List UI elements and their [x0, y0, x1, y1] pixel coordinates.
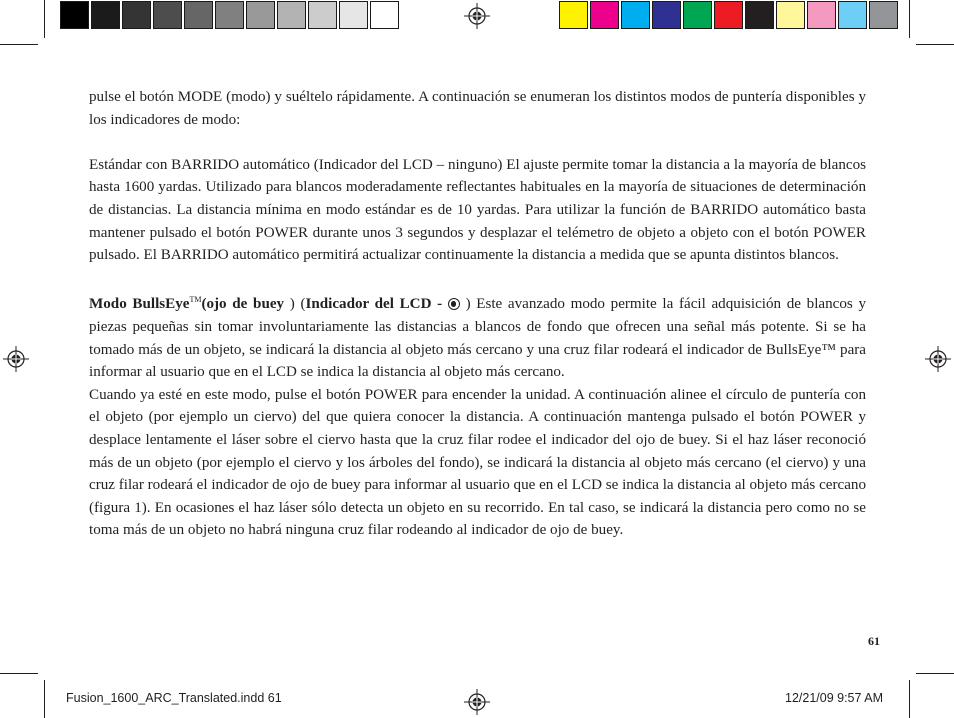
- gray-swatch: [153, 1, 182, 29]
- slug-datetime: 12/21/09 9:57 AM: [785, 691, 883, 705]
- crop-mark-top-left-vertical: [44, 0, 45, 38]
- paragraph-bullseye-usage: Cuando ya esté en este modo, pulse el botón POWER para encender la unidad. A continuación alinee el círculo de puntería con el objeto (por ejemplo un ciervo) del que quiera conocer la distancia. A continuación mantenga pulsado el botón POWER y desplace lentamente el láser sobre el ciervo hasta que la cruz filar rodee el indicador del ojo de buey. Si el haz láser reconoció más de un objeto (por ejemplo el ciervo y los árboles del fondo), se indicará la distancia al objeto más cercano (el ciervo) y una cruz filar rodeará el indicador de ojo de buey para informar al usuario que en el LCD se indica la distancia al objeto más cercano (figura 1). En ocasiones el haz láser sólo detecta un objeto en su recorrido. En tal caso, se indicará la distancia pero como no se toma más de un objeto no habrá ninguna cruz filar rodeando al indicador de ojo de buey.: [89, 386, 866, 539]
- color-swatch: [652, 1, 681, 29]
- gray-swatch: [184, 1, 213, 29]
- gray-swatch: [60, 1, 89, 29]
- gray-swatch: [91, 1, 120, 29]
- crop-mark-bottom-left-vertical: [44, 680, 45, 718]
- registration-mark-icon: [464, 3, 490, 29]
- registration-mark-icon: [3, 346, 29, 372]
- crop-mark-bottom-right-horizontal: [916, 673, 954, 674]
- crop-mark-top-right-vertical: [909, 0, 910, 38]
- bullseye-indicator-icon: [448, 298, 460, 310]
- crop-mark-top-right-horizontal: [916, 44, 954, 45]
- gray-swatch: [215, 1, 244, 29]
- paragraph-bullseye-mode: [89, 289, 866, 383]
- registration-mark-icon: [464, 689, 490, 715]
- slug-filename: Fusion_1600_ARC_Translated.indd 61: [66, 691, 282, 705]
- color-swatch: [590, 1, 619, 29]
- gray-swatch: [370, 1, 399, 29]
- crop-mark-bottom-right-vertical: [909, 680, 910, 718]
- registration-mark-icon: [925, 346, 951, 372]
- color-swatch: [683, 1, 712, 29]
- paragraph-standard-scan: Estándar con BARRIDO automático (Indicador del LCD – ninguno) El ajuste permite tomar la distancia a la mayoría de blancos hasta 1600 yardas. Utilizado para blancos moderadamente reflectantes habituales en la mayoría de situaciones de determinación de distancias. La distancia mínima en modo estándar es de 10 yardas. Para utilizar la función de BARRIDO automático basta mantener pulsado el botón POWER durante unos 3 segundos y desplazar el telémetro de objeto a objeto con el botón POWER pulsado. El BARRIDO automático permitirá actualizar continuamente la distancia a medida que se apunta distintos blancos.: [89, 156, 866, 264]
- color-swatch: [714, 1, 743, 29]
- crop-mark-bottom-left-horizontal: [0, 673, 38, 674]
- color-swatch: [776, 1, 805, 29]
- bullseye-separator: ) (: [284, 296, 306, 313]
- color-swatch: [559, 1, 588, 29]
- page-number: 61: [868, 634, 880, 648]
- color-swatch: [745, 1, 774, 29]
- crop-mark-top-left-horizontal: [0, 44, 38, 45]
- gray-swatch: [277, 1, 306, 29]
- gray-swatch: [339, 1, 368, 29]
- grayscale-color-bar: [60, 1, 399, 31]
- trademark: TM: [189, 295, 202, 305]
- paragraph-intro: pulse el botón MODE (modo) y suéltelo rápidamente. A continuación se enumeran los distintos modos de puntería disponibles y los indicadores de modo:: [89, 89, 866, 128]
- process-color-bar: [559, 1, 898, 31]
- lcd-indicator-label: Indicador del LCD -: [305, 296, 443, 313]
- color-swatch: [807, 1, 836, 29]
- gray-swatch: [246, 1, 275, 29]
- gray-swatch: [122, 1, 151, 29]
- color-swatch: [869, 1, 898, 29]
- color-swatch: [838, 1, 867, 29]
- bullseye-description: ) Este avanzado modo permite la fácil adquisición de blancos y piezas pequeñas sin tomar involuntariamente las distancias a blancos de fondo que ofrecen una señal más potente. Si se ha tomado más de un objeto, se indicará la distancia al objeto más cercano y una cruz filar rodeará el indicador de BullsEye™ para informar al usuario que en el LCD se indica la distancia al objeto más cercano.: [89, 296, 866, 381]
- gray-swatch: [308, 1, 337, 29]
- color-swatch: [621, 1, 650, 29]
- bullseye-mode-heading: Modo BullsEye: [89, 296, 190, 313]
- body-text: [89, 86, 866, 542]
- bullseye-translation: (ojo de buey: [201, 296, 285, 313]
